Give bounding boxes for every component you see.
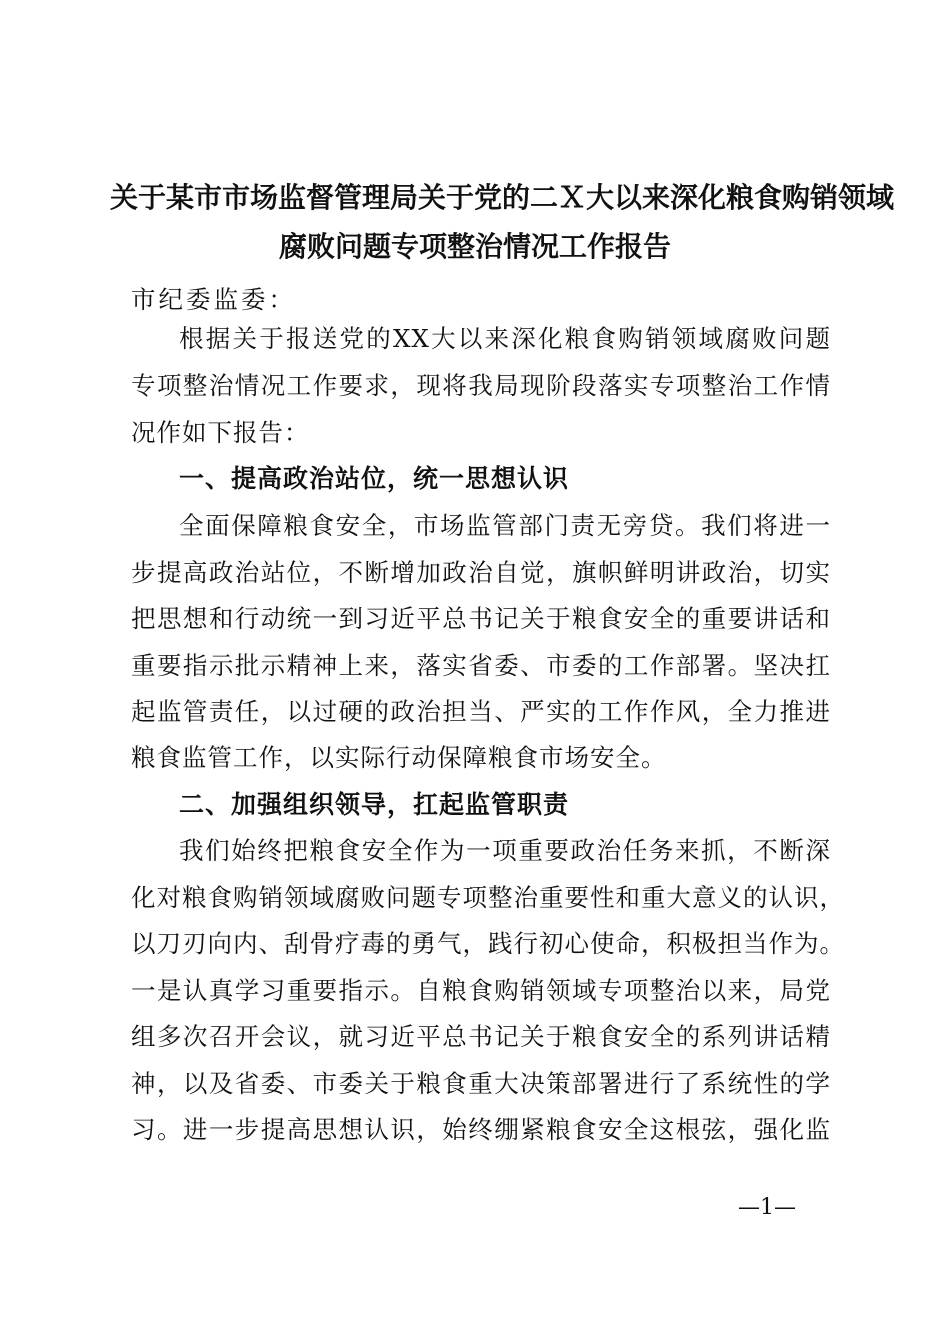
document-title-line-1: 关于某市市场监督管理局关于党的二Ｘ大以来深化粮食购销领域 bbox=[110, 181, 895, 214]
section-heading-2: 二、加强组织领导，扛起监管职责 bbox=[179, 790, 570, 819]
paragraph-line: 习。进一步提高思想认识，始终绷紧粮食安全这根弦，强化监 bbox=[131, 1115, 831, 1144]
paragraph-line: 根据关于报送党的XX大以来深化粮食购销领域腐败问题 bbox=[179, 324, 831, 353]
salutation: 市纪委监委： bbox=[131, 285, 296, 314]
paragraph-line: 我们始终把粮食安全作为一项重要政治任务来抓，不断深 bbox=[179, 836, 831, 865]
paragraph-line: 神，以及省委、市委关于粮食重大决策部署进行了系统性的学 bbox=[131, 1069, 831, 1098]
paragraph-line: 专项整治情况工作要求，现将我局现阶段落实专项整治工作情 bbox=[131, 371, 831, 400]
page-number: —1— bbox=[738, 1195, 796, 1220]
paragraph-line: 重要指示批示精神上来，落实省委、市委的工作部署。坚决扛 bbox=[131, 651, 831, 680]
document-title-line-2: 腐败问题专项整治情况工作报告 bbox=[278, 230, 671, 263]
section-heading-1: 一、提高政治站位，统一思想认识 bbox=[179, 464, 570, 493]
paragraph-line: 以刀刃向内、刮骨疗毒的勇气，践行初心使命，积极担当作为。 bbox=[131, 929, 845, 958]
paragraph-line: 步提高政治站位，不断增加政治自觉，旗帜鲜明讲政治，切实 bbox=[131, 558, 831, 587]
paragraph-line: 粮食监管工作，以实际行动保障粮食市场安全。 bbox=[131, 743, 667, 772]
paragraph-line: 况作如下报告： bbox=[131, 418, 310, 447]
paragraph-line: 组多次召开会议，就习近平总书记关于粮食安全的系列讲话精 bbox=[131, 1022, 831, 1051]
paragraph-line: 起监管责任，以过硬的政治担当、严实的工作作风，全力推进 bbox=[131, 697, 831, 726]
paragraph-line: 全面保障粮食安全，市场监管部门责无旁贷。我们将进一 bbox=[179, 511, 831, 540]
paragraph-line: 把思想和行动统一到习近平总书记关于粮食安全的重要讲话和 bbox=[131, 604, 831, 633]
paragraph-line: 一是认真学习重要指示。自粮食购销领域专项整治以来，局党 bbox=[131, 976, 831, 1005]
paragraph-line: 化对粮食购销领域腐败问题专项整治重要性和重大意义的认识， bbox=[131, 883, 845, 912]
